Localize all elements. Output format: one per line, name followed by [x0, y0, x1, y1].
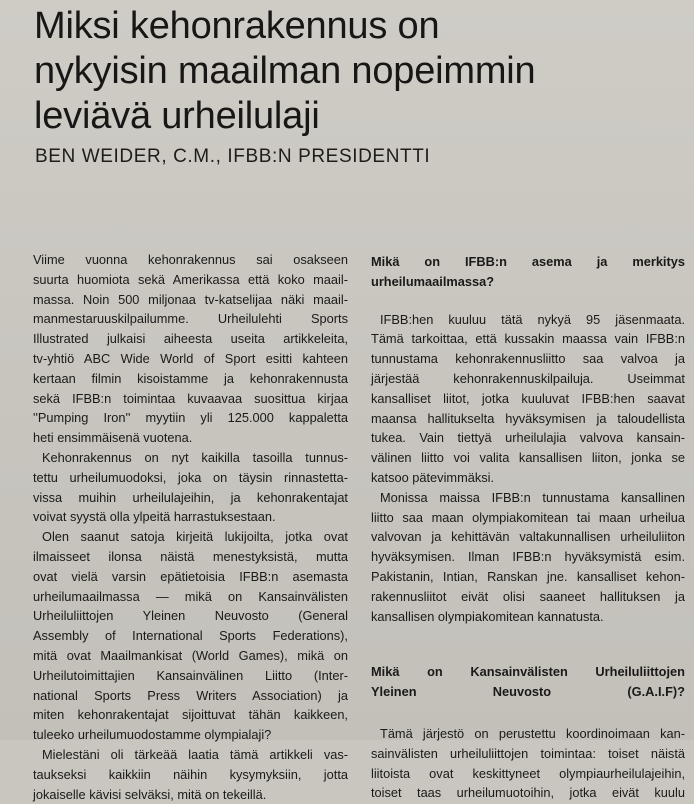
text-line: Olen saanut satoja kirjeitä lukijoilta, jotka ovat: [42, 529, 348, 545]
text-line: Urheiluliittojen Yleinen Neuvosto (General: [33, 608, 348, 624]
text-line: Tämä tarkoittaa, että kussakin maassa vain IFBB:n: [371, 331, 685, 347]
text-line: tuleeko urheilumuodostamme olympialaji?: [33, 727, 272, 743]
left-column: [33, 250, 348, 804]
text-line: Assembly of International Sports Federations),: [33, 628, 348, 644]
section-heading: [371, 252, 685, 292]
text-line: valvovan ja kehittävän valtakunnallisen urheiluliiton: [371, 529, 685, 545]
text-line: jokaiselle kävisi selväksi, mitä on tekeillä.: [33, 786, 267, 802]
article-author: BEN WEIDER, C.M., IFBB:N PRESIDENTTI: [35, 146, 431, 167]
text-line: national Sports Press Writers Association) ja: [33, 687, 348, 703]
text-line: ovat vielä varsin epätietoisia IFBB:n asemasta: [33, 568, 348, 584]
text-line: tunnustama kehonrakennusliitto saa valvoa ja: [371, 351, 685, 367]
text-line: voivat syystä olla ylpeitä harrastuksestaan.: [33, 509, 276, 525]
text-line: hyväksymisen. Ilman IFBB:n hyväksymistä esim.: [371, 549, 685, 565]
text-line: liitto saa maan olympiakomitean tai maan urheilua: [371, 509, 685, 525]
text-line: ''Pumping Iron'' myytiin yli 125.000 kappaletta: [33, 410, 348, 426]
text-line: mitä ovat Maailmankisat (World Games), mikä on: [33, 647, 348, 663]
paragraph: [33, 527, 348, 745]
text-line: suurta huomiota sekä Amerikassa että koko maail-: [33, 271, 348, 287]
text-line: tv-yhtiö ABC Wide World of Sport esitti kahteen: [33, 350, 348, 366]
text-line: toiset taas urheilumuotoihin, jotka eivät kuulu: [371, 785, 685, 801]
text-line: manmestaruuskilpailumme. Urheilulehti Sports: [33, 311, 348, 327]
text-line: vissa muihin urheilulajeihin, ja kehonrakentajat: [33, 489, 348, 505]
text-line: maansa hallitukselta hyväksymisen ja taloudellista: [371, 410, 685, 426]
text-line: Pakistanin, Intian, Ranskan jne. kansalliset kehon-: [371, 568, 685, 584]
text-line: ilmaisseet ilonsa näistä menestyksistä, mutta: [33, 548, 348, 564]
text-line: Tämä järjestö on perustettu koordinoimaan kan-: [380, 725, 685, 741]
text-line: taukseksi kaikkiin näihin kysymyksiin, jotta: [33, 766, 348, 782]
right-column: [371, 252, 685, 803]
heading-line: Mikä on IFBB:n asema ja merkitys: [371, 254, 685, 269]
text-line: katsoo pätevimmäksi.: [371, 469, 495, 485]
text-line: kertaan filmin kisoistamme ja kehonrakennusta: [33, 370, 348, 386]
title-line: Miksi kehonrakennus on: [34, 5, 440, 47]
heading-line: urheilumaailmassa?: [371, 273, 495, 289]
paragraph: [371, 724, 685, 803]
text-line: liitoista ovat keskittyneet olympiaurheilulajeihin,: [371, 765, 685, 781]
text-line: Mielestäni oli tärkeää laatia tämä artikkeli vas-: [42, 746, 348, 762]
text-line: Kehonrakennus on nyt kaikilla tasoilla tunnus-: [42, 449, 348, 465]
title-line: nykyisin maailman nopeimmin: [34, 50, 536, 92]
paragraph: [33, 250, 348, 448]
paragraph: [371, 488, 685, 627]
title-line: leviävä urheilulaji: [34, 95, 320, 137]
heading-line: Mikä on Kansainvälisten Urheiluliittojen: [371, 664, 685, 680]
paragraph: [33, 745, 348, 804]
text-line: sainvälisten urheiluliittojen toimintaa: toiset näistä: [371, 745, 685, 761]
section-heading: [371, 662, 685, 702]
text-line: massa. Noin 500 miljonaa tv-katselijaa näki maail-: [33, 291, 348, 307]
text-line: IFBB:hen kuuluu tätä nykyä 95 jäsenmaata.: [380, 311, 685, 327]
text-line: välinen liitto voi valita kansallisen liiton, jonka se: [371, 450, 685, 466]
text-line: tettu urheilumuodoksi, joka on täysin rinnastetta-: [33, 469, 348, 485]
text-line: kansalliset liitot, jotka kuuluvat IFBB:hen saavat: [371, 390, 685, 406]
text-line: tukea. Vain tiettyä urheilulajia valvova kansain-: [371, 430, 685, 446]
text-line: järjestää kehonrakennuskilpailuja. Useimmat: [371, 370, 685, 386]
text-line: Monissa maissa IFBB:n tunnustama kansallinen: [380, 489, 685, 505]
text-line: sekä IFBB:n toimintaa kuvaavaa suosittua kirjaa: [33, 390, 348, 406]
paragraph: [371, 310, 685, 488]
text-line: heti ensimmäisenä vuotena.: [33, 430, 193, 446]
text-line: kansallisen olympiakomitean kannatusta.: [371, 608, 604, 624]
text-line: miten kehonrakentajat sijoittuvat tähän kaikkeen,: [33, 707, 348, 723]
text-line: rakennusliitot eivät olisi saaneet hallituksen ja: [371, 588, 685, 604]
text-line: urheilumaailmassa — mikä on Kansainvälisten: [33, 588, 348, 604]
text-line: Viime vuonna kehonrakennus sai osakseen: [33, 252, 348, 267]
text-line: Illustrated julkaisi aiheesta useita artikkeleita,: [33, 331, 348, 347]
text-line: Urheilutoimittajien Kansainvälinen Liitto (Inter-: [33, 667, 348, 683]
heading-line: Yleinen Neuvosto (G.A.I.F)?: [371, 684, 685, 700]
article-title: [34, 4, 674, 139]
paragraph: [33, 448, 348, 527]
